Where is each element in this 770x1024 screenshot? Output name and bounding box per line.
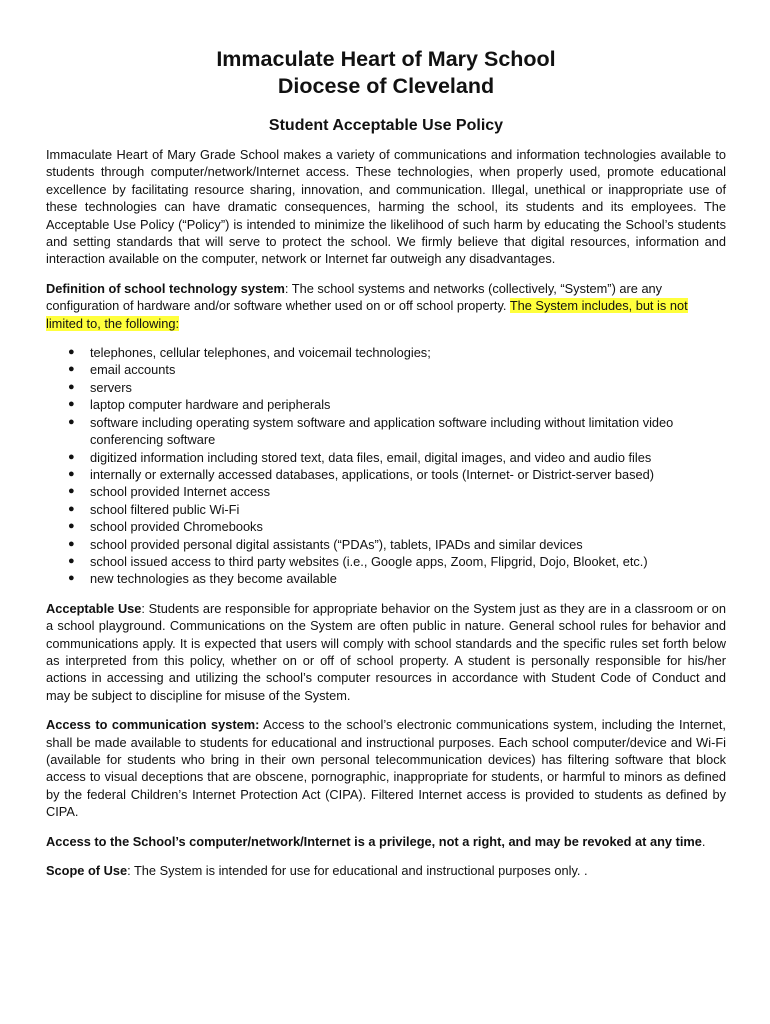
bullet-icon: ●: [68, 380, 75, 393]
list-item: [68, 501, 726, 518]
list-item: [68, 536, 726, 553]
list-item-text: telephones, cellular telephones, and voicemail technologies;: [90, 345, 431, 361]
list-item-text: digitized information including stored text, data files, email, digital images, and video and audio files: [90, 449, 652, 465]
list-item: [68, 570, 726, 587]
list-item-text: laptop computer hardware and peripherals: [90, 397, 331, 413]
list-item-text: servers: [90, 379, 132, 395]
bullet-icon: ●: [68, 537, 75, 550]
privilege-end: .: [701, 833, 706, 849]
access-paragraph: [46, 716, 726, 820]
list-item-text: school provided Internet access: [90, 484, 270, 500]
acceptable-use-paragraph: [46, 600, 726, 704]
definition-highlight: The System includes, but is not limited to, the following:: [46, 298, 688, 331]
diocese-name: Diocese of Cleveland: [277, 74, 495, 98]
scope-heading: Scope of Use: [46, 863, 128, 879]
list-item-text: software including operating system software and application software including without limitation video conferencing software: [90, 414, 674, 448]
privilege-text: Access to the School’s computer/network/Internet is a privilege, not a right, and may be revoked at any time: [46, 833, 702, 849]
bullet-icon: ●: [68, 502, 75, 515]
intro-paragraph: Immaculate Heart of Mary Grade School makes a variety of communications and information technologies available to students through computer/network/Internet access. These technologies, when properly used, promote educational excellence by facilitating resource sharing, innovation, and communication. Illegal, unethical or inappropriate use of these technologies can have dramatic consequences, harming the school, its students and its employees. The Acceptable Use Policy (“Policy”) is intended to minimize the likelihood of such harm by educating the School’s students and setting standards that will serve to protect the school. We firmly believe that digital resources, information and interaction available on the computer, network or Internet far outweigh any disadvantages.: [46, 147, 726, 267]
acceptable-use-text: : Students are responsible for appropriate behavior on the System just as they are in a classroom or on a school playground. Communications on the System are often public in nature. General school rules for behavior and communications apply. It is expected that users will comply with school standards and the specific rules set forth below as interpreted from this policy, whether on or off of school property. A student is personally responsible for his/her actions in accessing and utilizing the school’s computer resources in accordance with Student Code of Conduct and may be subject to discipline for misuse of the System.: [46, 600, 726, 703]
definition-heading: Definition of school technology system: [46, 280, 285, 296]
acceptable-use-heading: Acceptable Use: [46, 600, 142, 616]
access-text: Access to the school’s electronic communications system, including the Internet, shall be made available to students for educational and instructional purposes. Each school computer/device and Wi-Fi (available for students who bring in their own personal telecommunication devices) has filtering software that block access to visual deceptions that are obscene, pornographic, inappropriate for students, or harmful to minors as defined by the federal Children’s Internet Protection Act (CIPA). Filtered Internet access is provided to students as defined by CIPA.: [46, 717, 726, 820]
bullet-icon: ●: [68, 467, 75, 480]
list-item-text: school filtered public Wi-Fi: [90, 501, 240, 517]
list-item-text: school provided Chromebooks: [90, 519, 263, 535]
definition-paragraph: [46, 280, 726, 332]
bullet-icon: ●: [68, 398, 75, 411]
list-item: [68, 344, 726, 361]
access-heading: Access to communication system:: [46, 717, 260, 733]
list-item: [68, 449, 726, 466]
bullet-icon: ●: [68, 363, 75, 376]
scope-paragraph: [46, 862, 726, 879]
school-name: Immaculate Heart of Mary School: [216, 47, 556, 71]
list-item: [68, 414, 726, 449]
system-items-list: [46, 344, 726, 588]
list-item-text: school issued access to third party websites (i.e., Google apps, Zoom, Flipgrid, Dojo, Blooket, etc.): [90, 553, 648, 569]
list-item: [68, 518, 726, 535]
list-item-text: school provided personal digital assistants (“PDAs”), tablets, IPADs and similar devices: [90, 536, 583, 552]
list-item: [68, 361, 726, 378]
definition-text: : The school systems and networks (collectively, “System”) are any configuration of hardware and/or software whether used on or off school property.: [46, 280, 663, 314]
scope-text: : The System is intended for use for educational and instructional purposes only. .: [127, 863, 588, 879]
document-page: [46, 46, 726, 891]
privilege-paragraph: [46, 833, 726, 850]
list-item: [68, 466, 726, 483]
bullet-icon: ●: [68, 520, 75, 533]
list-item: [68, 379, 726, 396]
list-item: [68, 483, 726, 500]
bullet-icon: ●: [68, 485, 75, 498]
list-item: [68, 553, 726, 570]
bullet-icon: ●: [68, 346, 75, 359]
list-item-text: email accounts: [90, 362, 176, 378]
bullet-icon: ●: [68, 554, 75, 567]
policy-title: Student Acceptable Use Policy: [268, 117, 504, 134]
list-item: [68, 396, 726, 413]
bullet-icon: ●: [68, 415, 75, 428]
list-item-text: new technologies as they become available: [90, 571, 337, 587]
list-item-text: internally or externally accessed databases, applications, or tools (Internet- or District-server based): [90, 466, 655, 482]
bullet-icon: ●: [68, 450, 75, 463]
bullet-icon: ●: [68, 572, 75, 585]
